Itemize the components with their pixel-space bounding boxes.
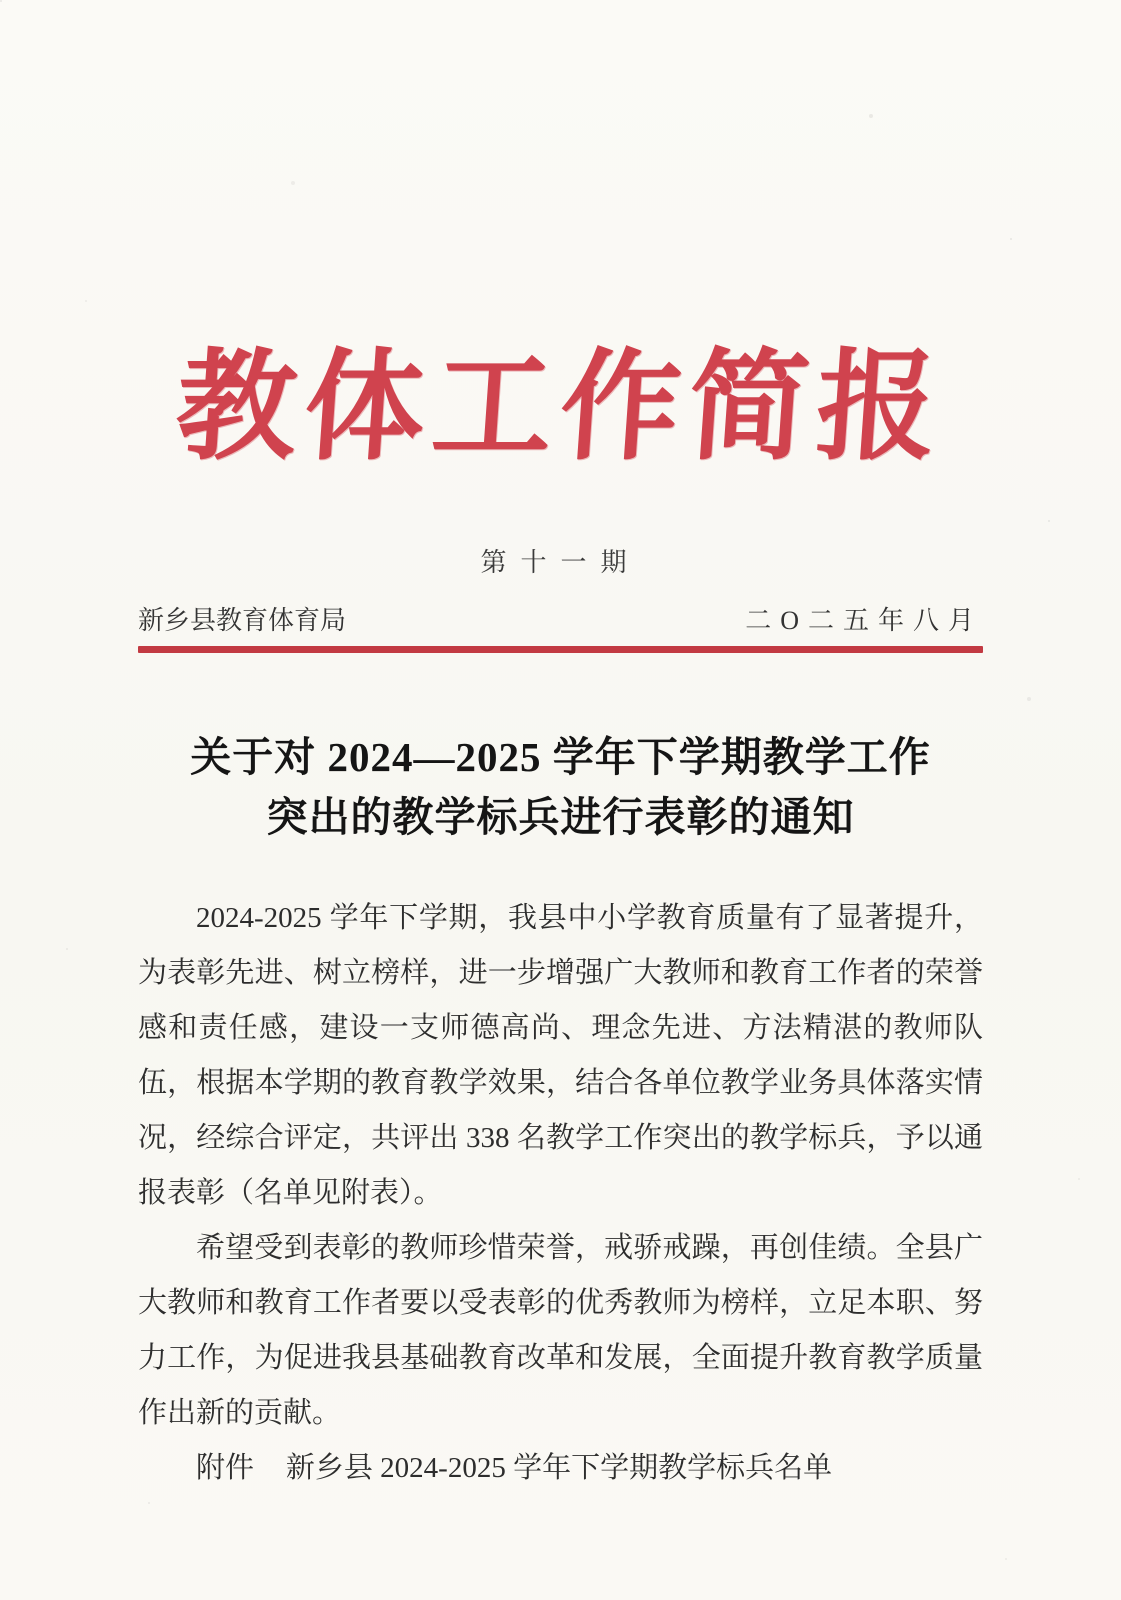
notice-body (138, 891, 983, 1496)
bulletin-page (138, 0, 983, 1496)
red-divider-line (138, 646, 983, 653)
issue-number: 第十一期 (480, 548, 641, 577)
masthead-title: 教体工作简报 (171, 341, 950, 474)
scan-noise (0, 0, 2, 2)
header-row (138, 600, 983, 637)
notice-title-line2: 突出的教学标兵进行表彰的通知 (266, 794, 855, 840)
body-paragraph-1: 2024-2025 学年下学期，我县中小学教育质量有了显著提升，为表彰先进、树立榜样，进一步增强广大教师和教育工作者的荣誉感和责任感，建设一支师德高尚、理念先进、方法精湛的教师队伍，根据本学期的教育教学效果，结合各单位教学业务具体落实情况，经综合评定，共评出 338 名教学工作突出的教学标兵，予以通报表彰（名单见附表）。 (138, 902, 983, 1209)
attachment-text: 新乡县 2024-2025 学年下学期教学标兵名单 (285, 1452, 833, 1484)
attachment-label: 附件 (196, 1452, 255, 1484)
issue-date: 二O二五年八月 (745, 606, 983, 635)
notice-title (138, 727, 983, 847)
attachment-line (138, 1441, 983, 1496)
body-paragraph-2: 希望受到表彰的教师珍惜荣誉，戒骄戒躁，再创佳绩。全县广大教师和教育工作者要以受表彰的优秀教师为榜样，立足本职、努力工作，为促进我县基础教育改革和发展，全面提升教育教学质量作出新的贡献。 (138, 1232, 983, 1429)
notice-title-line1: 关于对 2024—2025 学年下学期教学工作 (190, 734, 931, 780)
issuing-organization: 新乡县教育体育局 (138, 606, 347, 635)
